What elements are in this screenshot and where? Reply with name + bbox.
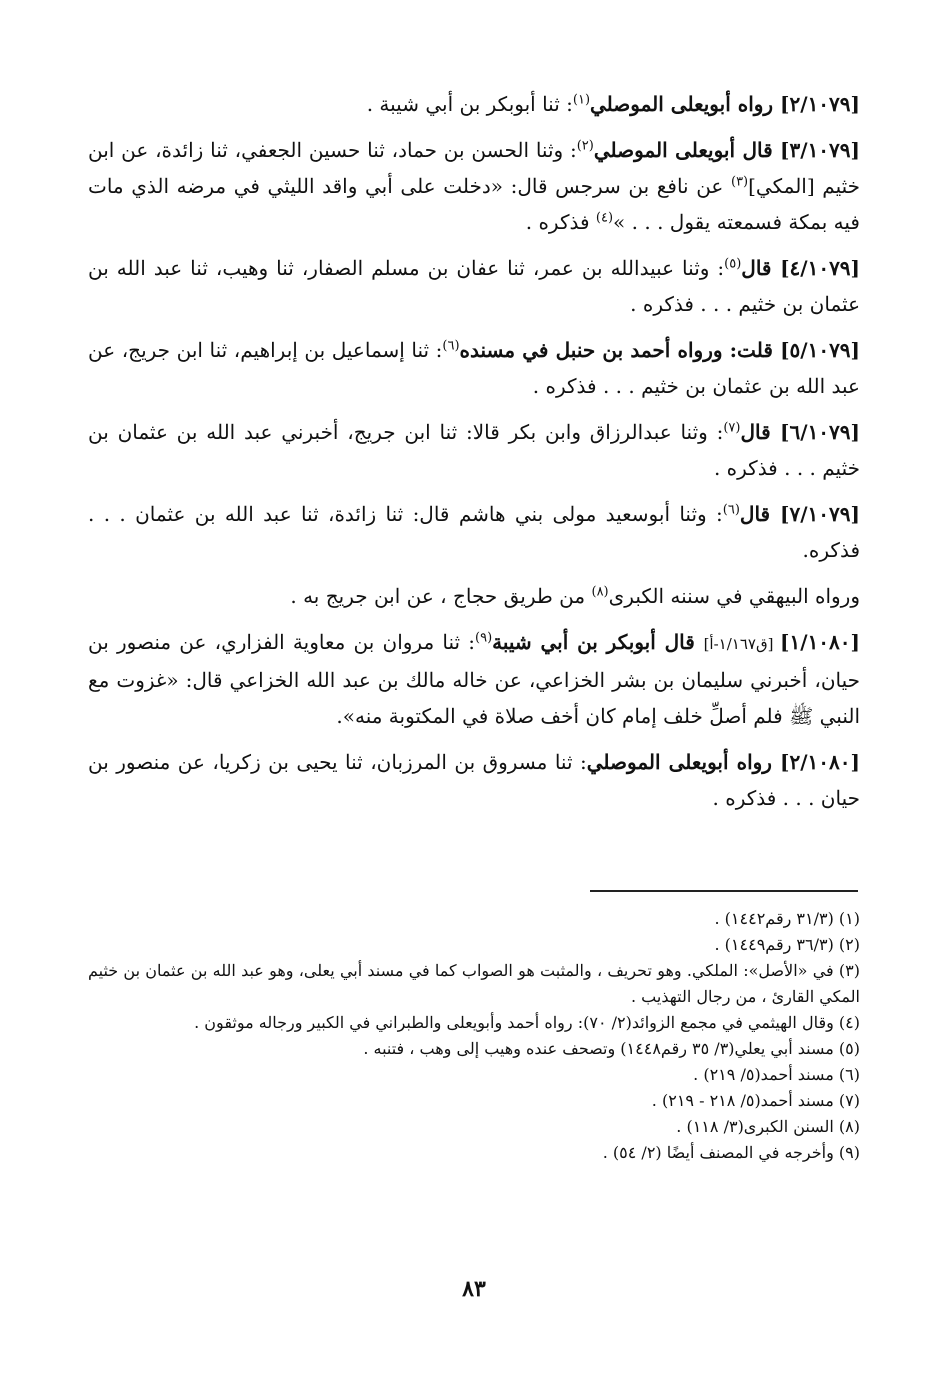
hadith-heading: قلت: ورواه أحمد بن حنبل في مسنده: [459, 338, 781, 362]
footnote-marker: (١): [572, 92, 591, 108]
footnote-marker: (٢): [576, 138, 594, 154]
footnotes: [88, 906, 860, 1166]
hadith-ref: [٥/١٠٧٩]: [780, 338, 861, 362]
hadith-ref: [٢/١٠٧٩]: [780, 92, 860, 116]
footnote-marker: (٣): [730, 174, 749, 190]
hadith-ref: [٣/١٠٧٩]: [780, 138, 860, 162]
hadith-ref: [٤/١٠٧٩]: [780, 256, 861, 280]
footnote-marker: (٤): [595, 210, 614, 226]
hadith-text: : ثنا مسروق بن المرزبان، ثنا يحيى بن زكريا، عن منصور بن حيان . . . فذكره .: [88, 750, 860, 810]
footnote-separator: [590, 890, 858, 892]
footnote-6: (٦) مسند أحمد(٥/ ٢١٩) .: [693, 1065, 860, 1084]
hadith-paragraph-2: [88, 132, 860, 240]
hadith-paragraph-1: [88, 86, 860, 122]
hadith-text: من طريق حجاج ، عن ابن جريج به .: [290, 584, 592, 608]
footnote-marker: (٥): [724, 256, 742, 272]
footnote-9: (٩) وأخرجه في المصنف أيضًا (٢/ ٥٤) .: [602, 1143, 860, 1162]
footnote-1: (١) (٣١/٣ رقم١٤٤٢) .: [714, 909, 860, 928]
hadith-paragraph-5: [88, 414, 860, 486]
hadith-heading: رواه أبويعلى الموصلي: [590, 92, 781, 116]
footnote-3: (٣) في «الأصل»: الملكي. وهو تحريف ، والمثبت هو الصواب كما في مسند أبي يعلى، وهو عبد الله بن عثمان بن خثيم المكي القارئ ، من رجال التهذيب .: [88, 961, 861, 1006]
hadith-heading: قال أبويعلى الموصلي: [593, 138, 781, 162]
hadith-text: فذكره .: [525, 210, 596, 234]
hadith-text: : وثنا عبيدالله بن عمر، ثنا عفان بن مسلم الصفار، ثنا وهيب، ثنا عبد الله بن عثمان بن خثيم . . . فذكره .: [88, 256, 860, 316]
hadith-ref: [١/١٠٨٠]: [780, 630, 860, 654]
footnote-7: (٧) مسند أحمد(٥/ ٢١٨ - ٢١٩) .: [651, 1091, 860, 1110]
hadith-text: : ثنا إسماعيل بن إبراهيم، ثنا ابن جريج، عن عبد الله بن عثمان بن خثيم . . . فذكره .: [88, 338, 860, 398]
hadith-heading: قال: [740, 420, 781, 444]
hadith-text: ورواه البيهقي في سننه الكبرى: [608, 584, 860, 608]
hadith-paragraph-6: [88, 496, 860, 568]
hadith-paragraph-7: [88, 578, 860, 614]
hadith-paragraph-9: [88, 744, 860, 816]
footnote-5: (٥) مسند أبي يعلي(٣/ ٣٥ رقم١٤٤٨) وتصحف عنده وهيب إلى وهب ، فتنبه .: [363, 1039, 860, 1058]
hadith-text: : وثنا أبوسعيد مولى بني هاشم قال: ثنا زائدة، ثنا عبد الله بن عثمان . . . فذكره.: [88, 502, 860, 562]
hadith-text: : وثنا الحسن بن حماد، ثنا حسين الجعفي، ثنا زائدة، عن ابن خثيم [المكي]: [88, 138, 861, 198]
hadith-paragraph-4: [88, 332, 860, 404]
main-text: [88, 86, 860, 826]
footnote-8: (٨) السنن الكبرى(٣/ ١١٨) .: [676, 1117, 860, 1136]
hadith-text: : ثنا أبوبكر بن أبي شيبة .: [366, 92, 573, 116]
hadith-heading: قال أبوبكر بن أبي شيبة: [492, 630, 704, 654]
hadith-text: عن نافع بن سرجس قال: «دخلت على أبي واقد الليثي في مرضه الذي مات فيه بمكة فسمعته يقول . . . »: [88, 174, 860, 234]
hadith-paragraph-8: [88, 624, 860, 734]
footnote-4: (٤) وقال الهيثمي في مجمع الزوائد(٢/ ٧٠): رواه أحمد وأبويعلى والطبراني في الكبير ورجاله موثقون .: [194, 1013, 860, 1032]
footnote-marker: (٧): [723, 420, 741, 436]
page-number: ٨٣: [462, 1276, 486, 1302]
hadith-heading: قال: [741, 256, 781, 280]
footnote-marker: (٦): [722, 502, 740, 518]
hadith-ref: [٦/١٠٧٩]: [780, 420, 860, 444]
hadith-text: : وثنا عبدالرزاق وابن بكر قالا: ثنا ابن جريج، أخبرني عبد الله بن عثمان بن خثيم . . . فذكره .: [88, 420, 860, 480]
hadith-ref: [٢/١٠٨٠]: [780, 750, 860, 774]
footnote-marker: (٦): [442, 338, 460, 354]
footnote-marker: (٩): [475, 630, 493, 646]
hadith-paragraph-3: [88, 250, 860, 322]
hadith-ref: [٧/١٠٧٩]: [780, 502, 860, 526]
footnote-2: (٢) (٣٦/٣ رقم١٤٤٩) .: [714, 935, 860, 954]
hadith-text: : ثنا مروان بن معاوية الفزاري، عن منصور بن حيان، أخبرني سليمان بن بشر الخزاعي، عن خاله مالك بن عبد الله الخزاعي قال: «غزوت مع النبي ﷺ فلم أصلِّ خلف إمام كان أخف صلاة في المكتوبة منه».: [88, 630, 860, 728]
manuscript-marker: [ق١/١٦٧-أ]: [703, 635, 781, 653]
hadith-heading: رواه أبويعلى الموصلي: [586, 750, 781, 774]
hadith-heading: قال: [739, 502, 781, 526]
footnote-marker: (٨): [591, 584, 609, 600]
